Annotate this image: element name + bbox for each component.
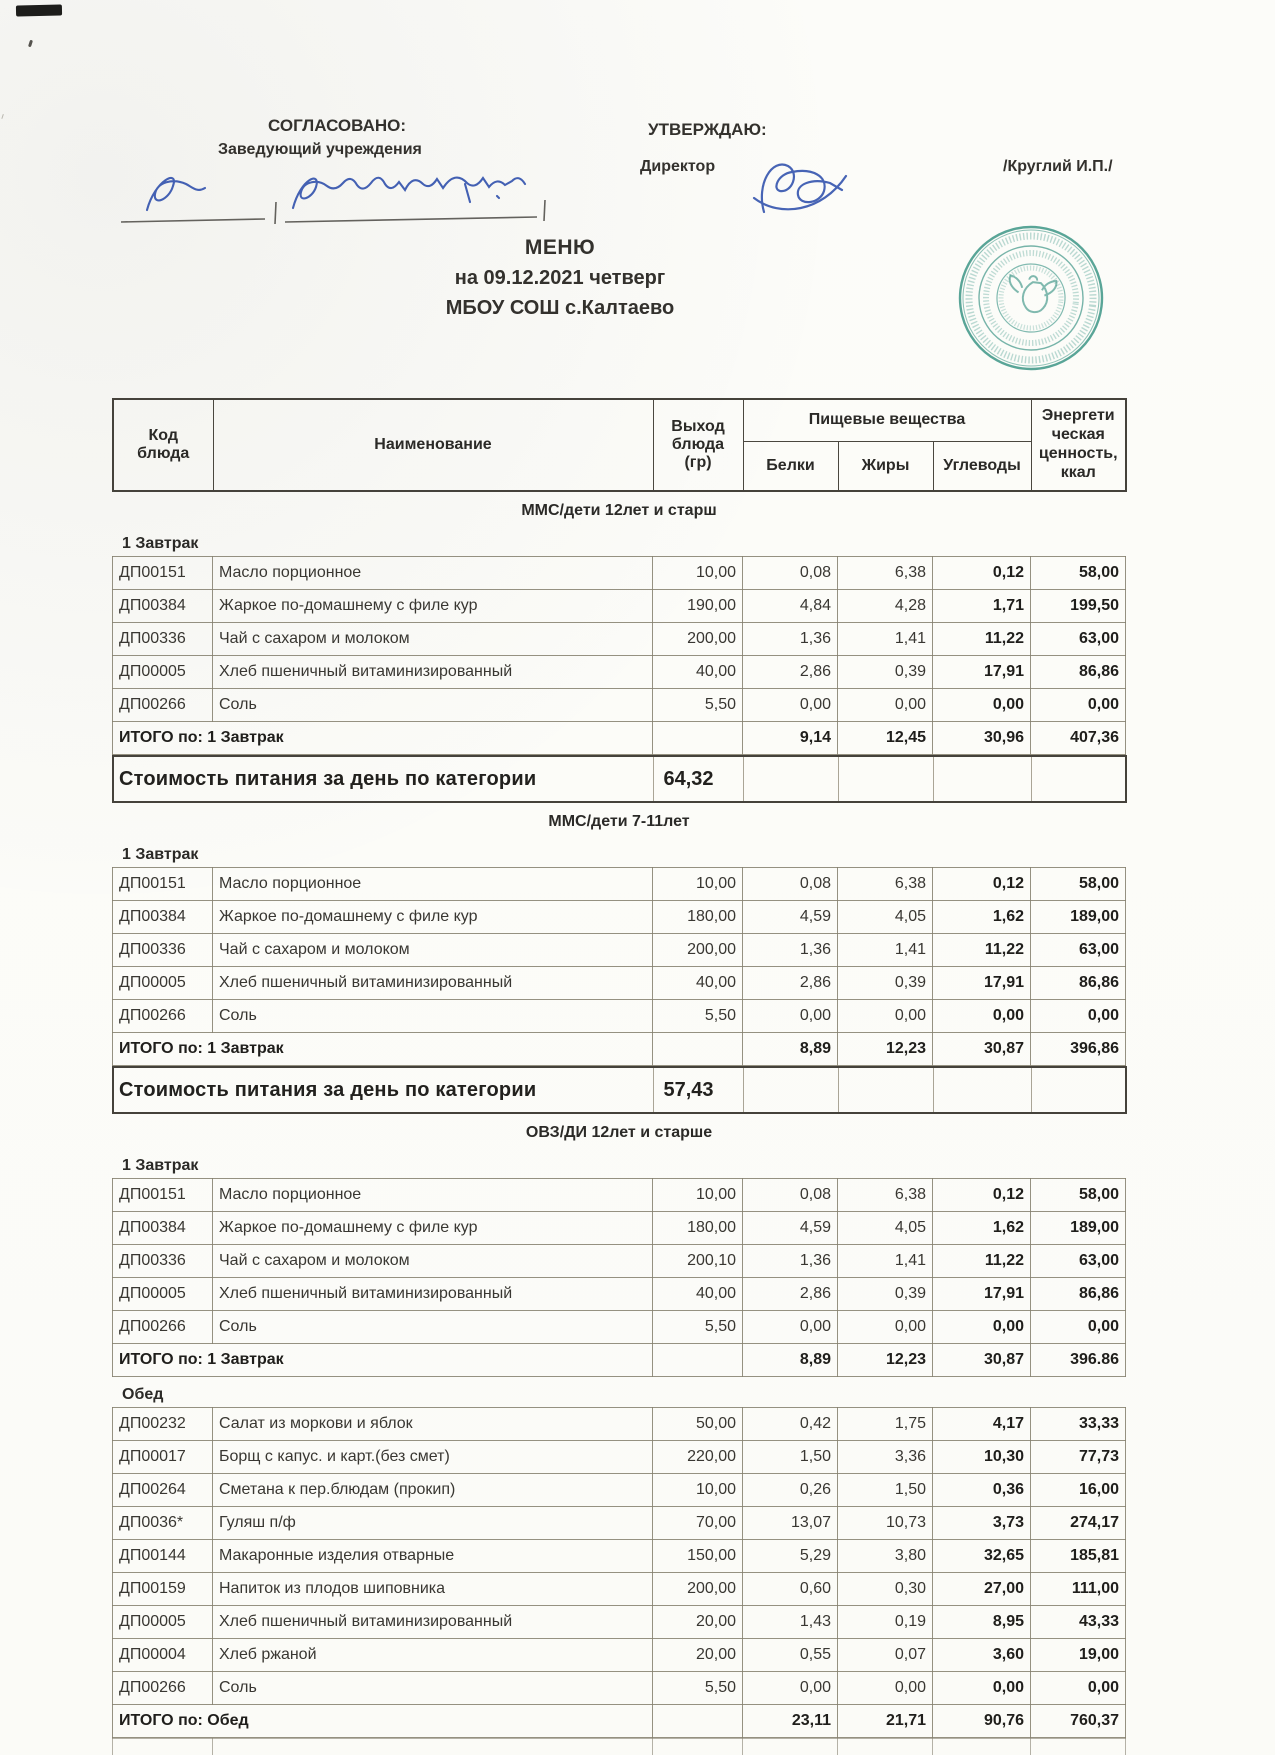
dish-value: 58,00: [1031, 868, 1126, 901]
total-label: ИТОГО по: 1 Завтрак: [113, 1033, 653, 1066]
dish-row: [113, 1212, 1126, 1245]
total-value: 12,45: [838, 722, 933, 755]
dish-row: [113, 623, 1126, 656]
dish-name: Сметана к пер.блюдам (прокип): [213, 1474, 653, 1507]
dish-value: 4,05: [838, 901, 933, 934]
dish-code: ДП00336: [113, 934, 213, 967]
dish-name: Хлеб пшеничный витаминизированный: [213, 1278, 653, 1311]
category-title: ОВЗ/ДИ 12лет и старше: [525, 1124, 713, 1141]
meal-table: [112, 1178, 1126, 1377]
dish-code: ДП00266: [113, 689, 213, 722]
total-row: [113, 1344, 1126, 1377]
dish-name: Хлеб пшеничный витаминизированный: [213, 967, 653, 1000]
dish-value: 111,00: [1031, 1573, 1126, 1606]
meal-label: 1 Завтрак: [122, 1157, 199, 1174]
dish-value: 86,86: [1031, 1278, 1126, 1311]
dish-code: ДП00151: [113, 1179, 213, 1212]
dish-value: 11,22: [933, 623, 1031, 656]
dish-name: Масло порционное: [213, 868, 653, 901]
title-date: на 09.12.2021 четверг: [454, 267, 666, 289]
dish-value: 10,30: [933, 1441, 1031, 1474]
total-value: 12,23: [838, 1344, 933, 1377]
dish-value: 0,00: [743, 1000, 838, 1033]
dish-name: Соль: [213, 1000, 653, 1033]
dish-row: [113, 1441, 1126, 1474]
cost-table: [112, 755, 1127, 803]
approved-name: /Круглий И.П./: [1003, 158, 1113, 175]
partial-row-table: [112, 1738, 1126, 1755]
dish-value: 3,80: [838, 1540, 933, 1573]
dish-value: 2,86: [743, 967, 838, 1000]
meal-table: [112, 556, 1126, 755]
dish-value: 1,75: [838, 1408, 933, 1441]
dish-row: [113, 1408, 1126, 1441]
dish-value: 0,26: [743, 1474, 838, 1507]
dish-name: Хлеб ржаной: [213, 1639, 653, 1672]
dish-value: 8,95: [933, 1606, 1031, 1639]
dish-value: 199,50: [1031, 590, 1126, 623]
dish-value: 0,55: [743, 1639, 838, 1672]
dish-value: 63,00: [1031, 623, 1126, 656]
dish-value: 6,38: [838, 557, 933, 590]
total-value: 30,87: [933, 1344, 1031, 1377]
dish-value: 4,59: [743, 1212, 838, 1245]
meal-table: [112, 867, 1126, 1066]
meal-label: Обед: [122, 1386, 164, 1403]
dish-value: 0,00: [1031, 1311, 1126, 1344]
total-label: ИТОГО по: 1 Завтрак: [113, 1344, 653, 1377]
dish-value: 16,00: [1031, 1474, 1126, 1507]
dish-name: Масло порционное: [213, 557, 653, 590]
menu-sections: [112, 502, 1126, 1755]
dish-value: 0,00: [838, 1672, 933, 1705]
dish-value: 43,33: [1031, 1606, 1126, 1639]
dish-name: Хлеб пшеничный витаминизированный: [213, 1606, 653, 1639]
dish-code: ДП00005: [113, 1278, 213, 1311]
partial-row: [113, 1739, 1126, 1755]
agreed-label: СОГЛАСОВАНО:: [268, 116, 407, 135]
dish-row: [113, 590, 1126, 623]
dish-value: 1,36: [743, 1245, 838, 1278]
dish-name: Салат из моркови и яблок: [213, 1408, 653, 1441]
dish-value: 0,00: [1031, 689, 1126, 722]
dish-value: 5,50: [653, 1672, 743, 1705]
dish-value: 4,59: [743, 901, 838, 934]
dish-value: 180,00: [653, 1212, 743, 1245]
col-header-nutrients: Пищевые вещества: [743, 399, 1031, 441]
dish-value: 0,00: [838, 689, 933, 722]
title-school: МБОУ СОШ с.Калтаево: [445, 297, 675, 319]
dish-value: 0,30: [838, 1573, 933, 1606]
dish-row: [113, 1573, 1126, 1606]
dish-row: [113, 1000, 1126, 1033]
dish-row: [113, 901, 1126, 934]
total-value: 30,87: [933, 1033, 1031, 1066]
dish-value: 1,36: [743, 934, 838, 967]
dish-value: 0,00: [743, 1672, 838, 1705]
dish-value: 0,39: [838, 967, 933, 1000]
dish-row: [113, 557, 1126, 590]
total-value: 396,86: [1031, 1033, 1126, 1066]
dish-code: ДП00159: [113, 1573, 213, 1606]
dish-value: 33,33: [1031, 1408, 1126, 1441]
dish-code: ДП00232: [113, 1408, 213, 1441]
dish-value: 6,38: [838, 1179, 933, 1212]
dish-code: ДП00266: [113, 1000, 213, 1033]
dish-code: ДП00266: [113, 1311, 213, 1344]
dish-value: 0,00: [1031, 1000, 1126, 1033]
dish-row: [113, 1245, 1126, 1278]
dish-value: 86,86: [1031, 656, 1126, 689]
total-value: 30,96: [933, 722, 1031, 755]
dish-value: 77,73: [1031, 1441, 1126, 1474]
dish-name: Чай с сахаром и молоком: [213, 934, 653, 967]
total-value: 23,11: [743, 1705, 838, 1738]
dish-value: 189,00: [1031, 1212, 1126, 1245]
dish-name: Жаркое по-домашнему с филе кур: [213, 901, 653, 934]
dish-value: 220,00: [653, 1441, 743, 1474]
dish-value: 40,00: [653, 967, 743, 1000]
dish-code: ДП00005: [113, 656, 213, 689]
dish-value: 1,36: [743, 623, 838, 656]
dish-row: [113, 656, 1126, 689]
dish-name: Жаркое по-домашнему с филе кур: [213, 1212, 653, 1245]
dish-code: ДП00004: [113, 1639, 213, 1672]
dish-value: 70,00: [653, 1507, 743, 1540]
dish-value: 0,19: [838, 1606, 933, 1639]
dish-value: 150,00: [653, 1540, 743, 1573]
total-row: [113, 1033, 1126, 1066]
dish-code: ДП00264: [113, 1474, 213, 1507]
dish-value: 1,62: [933, 901, 1031, 934]
dish-row: [113, 1474, 1126, 1507]
dish-value: 1,62: [933, 1212, 1031, 1245]
dish-name: Чай с сахаром и молоком: [213, 1245, 653, 1278]
dish-value: 50,00: [653, 1408, 743, 1441]
dish-row: [113, 1311, 1126, 1344]
col-header-protein: Белки: [743, 441, 838, 491]
dish-value: 274,17: [1031, 1507, 1126, 1540]
dish-code: ДП00336: [113, 623, 213, 656]
total-value: 8,89: [743, 1344, 838, 1377]
menu-table-area: [112, 398, 1126, 1755]
dish-value: 5,29: [743, 1540, 838, 1573]
dish-row: [113, 934, 1126, 967]
dish-value: 40,00: [653, 656, 743, 689]
dish-value: 5,50: [653, 1000, 743, 1033]
title-menu: МЕНЮ: [524, 236, 596, 259]
dish-code: ДП00005: [113, 1606, 213, 1639]
dish-code: ДП00151: [113, 868, 213, 901]
dish-value: 0,36: [933, 1474, 1031, 1507]
dish-value: 32,65: [933, 1540, 1031, 1573]
dish-name: Жаркое по-домашнему с филе кур: [213, 590, 653, 623]
dish-code: ДП00017: [113, 1441, 213, 1474]
dish-name: Борщ с капус. и карт.(без смет): [213, 1441, 653, 1474]
dish-value: 1,50: [743, 1441, 838, 1474]
dish-value: 0,00: [743, 689, 838, 722]
dish-code: ДП00384: [113, 901, 213, 934]
agreed-role: Заведующий учреждения: [218, 141, 422, 158]
dish-value: 86,86: [1031, 967, 1126, 1000]
total-value: 8,89: [743, 1033, 838, 1066]
dish-value: 0,07: [838, 1639, 933, 1672]
dish-value: 1,41: [838, 1245, 933, 1278]
dish-value: 0,12: [933, 868, 1031, 901]
col-header-carbs: Углеводы: [933, 441, 1031, 491]
director-signature-ink: [740, 146, 880, 246]
cost-label: Стоимость питания за день по категории: [113, 756, 653, 802]
col-header-energy: Энергети ческая ценность, ккал: [1031, 399, 1126, 491]
total-label: ИТОГО по: 1 Завтрак: [113, 722, 653, 755]
col-header-code: Код блюда: [113, 399, 213, 491]
dish-row: [113, 1278, 1126, 1311]
dish-name: Соль: [213, 1672, 653, 1705]
cost-value: 57,43: [653, 1067, 743, 1113]
total-value: 407,36: [1031, 722, 1126, 755]
dish-name: Масло порционное: [213, 1179, 653, 1212]
dish-value: 19,00: [1031, 1639, 1126, 1672]
category-title: ММС/дети 7-11лет: [548, 813, 690, 830]
scan-speck: [28, 40, 33, 48]
dish-value: 11,22: [933, 934, 1031, 967]
dish-code: ДП00144: [113, 1540, 213, 1573]
approved-role: Директор: [640, 158, 716, 175]
dish-value: 3,73: [933, 1507, 1031, 1540]
dish-value: 0,00: [838, 1000, 933, 1033]
dish-value: 0,00: [933, 1000, 1031, 1033]
cost-value: 64,32: [653, 756, 743, 802]
dish-value: 20,00: [653, 1606, 743, 1639]
dish-value: 190,00: [653, 590, 743, 623]
dish-value: 180,00: [653, 901, 743, 934]
dish-value: 2,86: [743, 656, 838, 689]
dish-name: Макаронные изделия отварные: [213, 1540, 653, 1573]
dish-value: 10,00: [653, 868, 743, 901]
dish-value: 58,00: [1031, 1179, 1126, 1212]
menu-table-header: [112, 398, 1127, 492]
dish-value: 6,38: [838, 868, 933, 901]
category-title: ММС/дети 12лет и старш: [521, 502, 717, 519]
dish-value: 200,10: [653, 1245, 743, 1278]
col-header-name: Наименование: [213, 399, 653, 491]
dish-value: 0,00: [933, 689, 1031, 722]
dish-value: 4,05: [838, 1212, 933, 1245]
dish-row: [113, 1507, 1126, 1540]
dish-value: 13,07: [743, 1507, 838, 1540]
dish-value: 10,00: [653, 1474, 743, 1507]
dish-name: Гуляш п/ф: [213, 1507, 653, 1540]
dish-row: [113, 1540, 1126, 1573]
dish-value: 0,39: [838, 1278, 933, 1311]
round-seal-stamp-icon: [948, 220, 1114, 376]
agreed-signature-ink: [113, 162, 583, 240]
dish-name: Чай с сахаром и молоком: [213, 623, 653, 656]
total-row: [113, 1705, 1126, 1738]
dish-value: 200,00: [653, 623, 743, 656]
dish-value: 0,00: [933, 1672, 1031, 1705]
dish-value: 0,00: [838, 1311, 933, 1344]
dish-row: [113, 868, 1126, 901]
dish-value: 0,39: [838, 656, 933, 689]
cost-table: [112, 1066, 1127, 1114]
dish-value: 1,43: [743, 1606, 838, 1639]
dish-row: [113, 1179, 1126, 1212]
dish-value: 200,00: [653, 934, 743, 967]
dish-value: 0,08: [743, 557, 838, 590]
dish-value: 11,22: [933, 1245, 1031, 1278]
dish-value: 0,00: [933, 1311, 1031, 1344]
dish-value: 63,00: [1031, 1245, 1126, 1278]
dish-code: ДП0036*: [113, 1507, 213, 1540]
dish-value: 3,36: [838, 1441, 933, 1474]
total-value: 90,76: [933, 1705, 1031, 1738]
dish-row: [113, 1606, 1126, 1639]
dish-row: [113, 1672, 1126, 1705]
dish-value: 189,00: [1031, 901, 1126, 934]
dish-value: 0,00: [1031, 1672, 1126, 1705]
dish-value: 4,17: [933, 1408, 1031, 1441]
dish-value: 27,00: [933, 1573, 1031, 1606]
meal-label: 1 Завтрак: [122, 846, 199, 863]
dish-code: ДП00151: [113, 557, 213, 590]
dish-value: 10,00: [653, 1179, 743, 1212]
total-value: 21,71: [838, 1705, 933, 1738]
dish-code: ДП00384: [113, 1212, 213, 1245]
dish-code: ДП00266: [113, 1672, 213, 1705]
dish-value: 0,60: [743, 1573, 838, 1606]
dish-value: 0,12: [933, 1179, 1031, 1212]
dish-value: 5,50: [653, 689, 743, 722]
dish-value: 185,81: [1031, 1540, 1126, 1573]
col-header-out: Выход блюда (гр): [653, 399, 743, 491]
dish-value: 3,60: [933, 1639, 1031, 1672]
dish-value: 1,41: [838, 623, 933, 656]
dish-value: 0,12: [933, 557, 1031, 590]
dish-value: 1,50: [838, 1474, 933, 1507]
dish-code: ДП00384: [113, 590, 213, 623]
dish-name: Соль: [213, 689, 653, 722]
dish-value: 17,91: [933, 1278, 1031, 1311]
dish-value: 0,08: [743, 868, 838, 901]
total-label: ИТОГО по: Обед: [113, 1705, 653, 1738]
dish-name: Соль: [213, 1311, 653, 1344]
dish-value: 17,91: [933, 967, 1031, 1000]
dish-code: ДП00005: [113, 967, 213, 1000]
dish-value: 63,00: [1031, 934, 1126, 967]
dish-name: Напиток из плодов шиповника: [213, 1573, 653, 1606]
dish-value: 10,00: [653, 557, 743, 590]
dish-value: 4,84: [743, 590, 838, 623]
dish-name: Хлеб пшеничный витаминизированный: [213, 656, 653, 689]
dish-value: 200,00: [653, 1573, 743, 1606]
total-value: 9,14: [743, 722, 838, 755]
dish-value: 1,41: [838, 934, 933, 967]
dish-row: [113, 1639, 1126, 1672]
dish-value: 2,86: [743, 1278, 838, 1311]
col-header-fat: Жиры: [838, 441, 933, 491]
total-value: 12,23: [838, 1033, 933, 1066]
dish-value: 20,00: [653, 1639, 743, 1672]
dish-value: 40,00: [653, 1278, 743, 1311]
dish-value: 58,00: [1031, 557, 1126, 590]
total-row: [113, 722, 1126, 755]
cost-label: Стоимость питания за день по категории: [113, 1067, 653, 1113]
dish-row: [113, 967, 1126, 1000]
total-value: 396.86: [1031, 1344, 1126, 1377]
approved-label: УТВЕРЖДАЮ:: [648, 120, 767, 139]
dish-value: 0,08: [743, 1179, 838, 1212]
dish-code: ДП00336: [113, 1245, 213, 1278]
dish-value: 0,00: [743, 1311, 838, 1344]
dish-value: 17,91: [933, 656, 1031, 689]
dish-row: [113, 689, 1126, 722]
dish-value: 10,73: [838, 1507, 933, 1540]
meal-label: 1 Завтрак: [122, 535, 199, 552]
meal-table: [112, 1407, 1126, 1738]
total-value: 760,37: [1031, 1705, 1126, 1738]
dish-value: 4,28: [838, 590, 933, 623]
dish-value: 1,71: [933, 590, 1031, 623]
dish-value: 5,50: [653, 1311, 743, 1344]
dish-value: 0,42: [743, 1408, 838, 1441]
scan-artifact: [16, 5, 62, 17]
